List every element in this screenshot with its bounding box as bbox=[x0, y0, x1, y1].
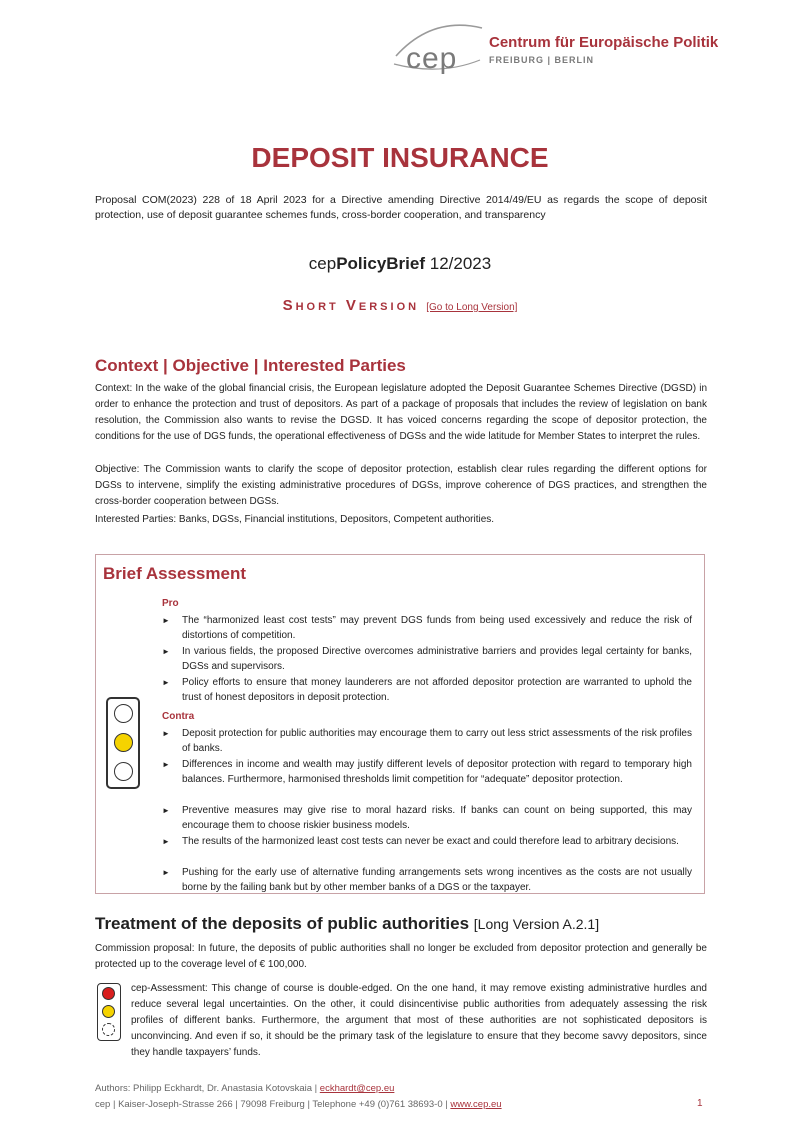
brief-number: 12/2023 bbox=[425, 254, 492, 273]
page-subtitle: Proposal COM(2023) 228 of 18 April 2023 for a Directive amending Directive 2014/49/EU as regards the scope of deposit protection, use of deposit guarantee schemes funds, cross-border cooperation, and transparency bbox=[95, 194, 707, 221]
footer-authors bbox=[95, 1083, 394, 1094]
page-title: DEPOSIT INSURANCE bbox=[251, 142, 549, 173]
traffic-light-small-icon bbox=[97, 983, 121, 1041]
traffic-light-small-yellow-lamp bbox=[102, 1005, 115, 1018]
traffic-light-icon bbox=[106, 697, 140, 789]
treatment-heading bbox=[95, 914, 599, 934]
pro-item-text: The “harmonized least cost tests” may prevent DGS funds from being used excessively and reduce the risk of distortions of competition. bbox=[182, 615, 692, 641]
page-number: 1 bbox=[697, 1098, 703, 1109]
long-version-link[interactable]: [Go to Long Version] bbox=[426, 302, 518, 313]
contra-label: Contra bbox=[162, 711, 195, 722]
contra-item-text: Pushing for the early use of alternative funding arrangements sets wrong incentives as the costs are not usually borne by the failing bank but by other member banks of a DGS or the taxpayer. bbox=[182, 867, 692, 893]
short-version-heading bbox=[0, 297, 800, 314]
treatment-heading-text: Treatment of the deposits of public authorities bbox=[95, 914, 470, 933]
pro-item bbox=[162, 613, 692, 643]
bullet-arrow-icon: ► bbox=[162, 868, 170, 877]
bullet-arrow-icon: ► bbox=[162, 647, 170, 656]
pro-item bbox=[162, 675, 692, 705]
traffic-light-small-green-lamp bbox=[102, 1023, 115, 1036]
contra-item bbox=[162, 803, 692, 833]
traffic-light-small-red-lamp bbox=[102, 987, 115, 1000]
traffic-light-red-lamp bbox=[114, 704, 133, 723]
brief-assessment-box bbox=[95, 554, 705, 894]
footer-address-text: cep | Kaiser-Joseph-Strasse 266 | 79098 Freiburg | Telephone +49 (0)761 38693-0 | bbox=[95, 1099, 451, 1110]
bullet-arrow-icon: ► bbox=[162, 760, 170, 769]
policy-brief-number bbox=[0, 254, 800, 274]
contra-item-text: The results of the harmonized least cost tests can never be exact and could therefore lead to arbitrary decisions. bbox=[182, 836, 679, 847]
footer-address bbox=[95, 1099, 502, 1110]
footer-website-link[interactable]: www.cep.eu bbox=[450, 1099, 502, 1110]
contra-item bbox=[162, 834, 692, 849]
bullet-arrow-icon: ► bbox=[162, 729, 170, 738]
commission-proposal-paragraph: Commission proposal: In future, the deposits of public authorities shall no longer be excluded from depositor protection and generally be protected up to the coverage level of € 100,000. bbox=[95, 943, 707, 970]
contra-item-text: Preventive measures may give rise to moral hazard risks. If banks can count on being supported, this may encourage them to choose riskier business models. bbox=[182, 805, 692, 831]
traffic-light-yellow-lamp bbox=[114, 733, 133, 752]
objective-paragraph: Objective: The Commission wants to clarify the scope of depositor protection, establish clear rules regarding the different options for DGSs to intervene, simplify the existing administrative procedures of DGSs, improve coherence of DGS practices, and strengthen the cross-border cooperation between DGSs. bbox=[95, 464, 707, 507]
contra-item-text: Differences in income and wealth may justify different levels of depositor protection with regard to temporary high balances. Furthermore, harmonised thresholds limit competition for “adequate” depositor protection. bbox=[182, 759, 692, 785]
contra-item bbox=[162, 726, 692, 756]
bullet-arrow-icon: ► bbox=[162, 616, 170, 625]
contra-item-text: Deposit protection for public authorities may encourage them to carry out less strict assessments of the risk profiles of banks. bbox=[182, 728, 692, 754]
org-city: FREIBURG | BERLIN bbox=[489, 55, 595, 65]
contra-item bbox=[162, 865, 692, 895]
footer-authors-text: Authors: Philipp Eckhardt, Dr. Anastasia Kotovskaia | bbox=[95, 1083, 320, 1094]
assessment-heading: Brief Assessment bbox=[103, 564, 246, 583]
footer-email-link[interactable]: eckhardt@cep.eu bbox=[319, 1083, 395, 1094]
brief-bold: PolicyBrief bbox=[336, 254, 426, 273]
contra-item bbox=[162, 757, 692, 787]
context-paragraph: Context: In the wake of the global financial crisis, the European legislature adopted the Deposit Guarantee Schemes Directive (DGSD) in order to enhance the protection and trust of depositors. As part of a package of proposals that includes the review of legislation on bank resolution, the Commission also wants to revise the DGSD. It has voiced concerns regarding the scope of depositor protection, the conditions for the use of DGS funds, the operational effectiveness of DGSs and the wide latitude for Member States to interpret the rules. bbox=[95, 383, 707, 442]
traffic-light-green-lamp bbox=[114, 762, 133, 781]
bullet-arrow-icon: ► bbox=[162, 837, 170, 846]
bullet-arrow-icon: ► bbox=[162, 806, 170, 815]
pro-item-text: Policy efforts to ensure that money launderers are not afforded depositor protection are warranted to uphold the trust of honest depositors in deposit protection. bbox=[182, 677, 692, 703]
pro-item-text: In various fields, the proposed Directive overcomes administrative barriers and provides legal certainty for banks, DGSs and supervisors. bbox=[182, 646, 692, 672]
cep-logo bbox=[392, 20, 719, 76]
parties-paragraph: Interested Parties: Banks, DGSs, Financial institutions, Depositors, Competent authorities. bbox=[95, 514, 495, 525]
org-name: Centrum für Europäische Politik bbox=[489, 34, 719, 51]
short-version-label: Short Version bbox=[282, 297, 420, 314]
logo-text: cep bbox=[406, 42, 458, 75]
bullet-arrow-icon: ► bbox=[162, 678, 170, 687]
context-heading: Context | Objective | Interested Parties bbox=[95, 356, 406, 375]
cep-assessment-paragraph: cep-Assessment: This change of course is double-edged. On the one hand, it may remove existing administrative hurdles and reduce several legal uncertainties. On the other, it could disincentivise public authorities from adequately assessing the risk profiles of different banks. Furthermore, the argument that most of these authorities are not sophisticated depositors is unconvincing. And even if so, it should be the primary task of the legislature to ensure that they become savvy depositors, since they handle taxpayers’ funds. bbox=[131, 983, 707, 1058]
brief-prefix: cep bbox=[308, 254, 337, 273]
pro-item bbox=[162, 644, 692, 674]
pro-label: Pro bbox=[162, 598, 179, 609]
treatment-long-version-ref: [Long Version A.2.1] bbox=[473, 916, 600, 932]
